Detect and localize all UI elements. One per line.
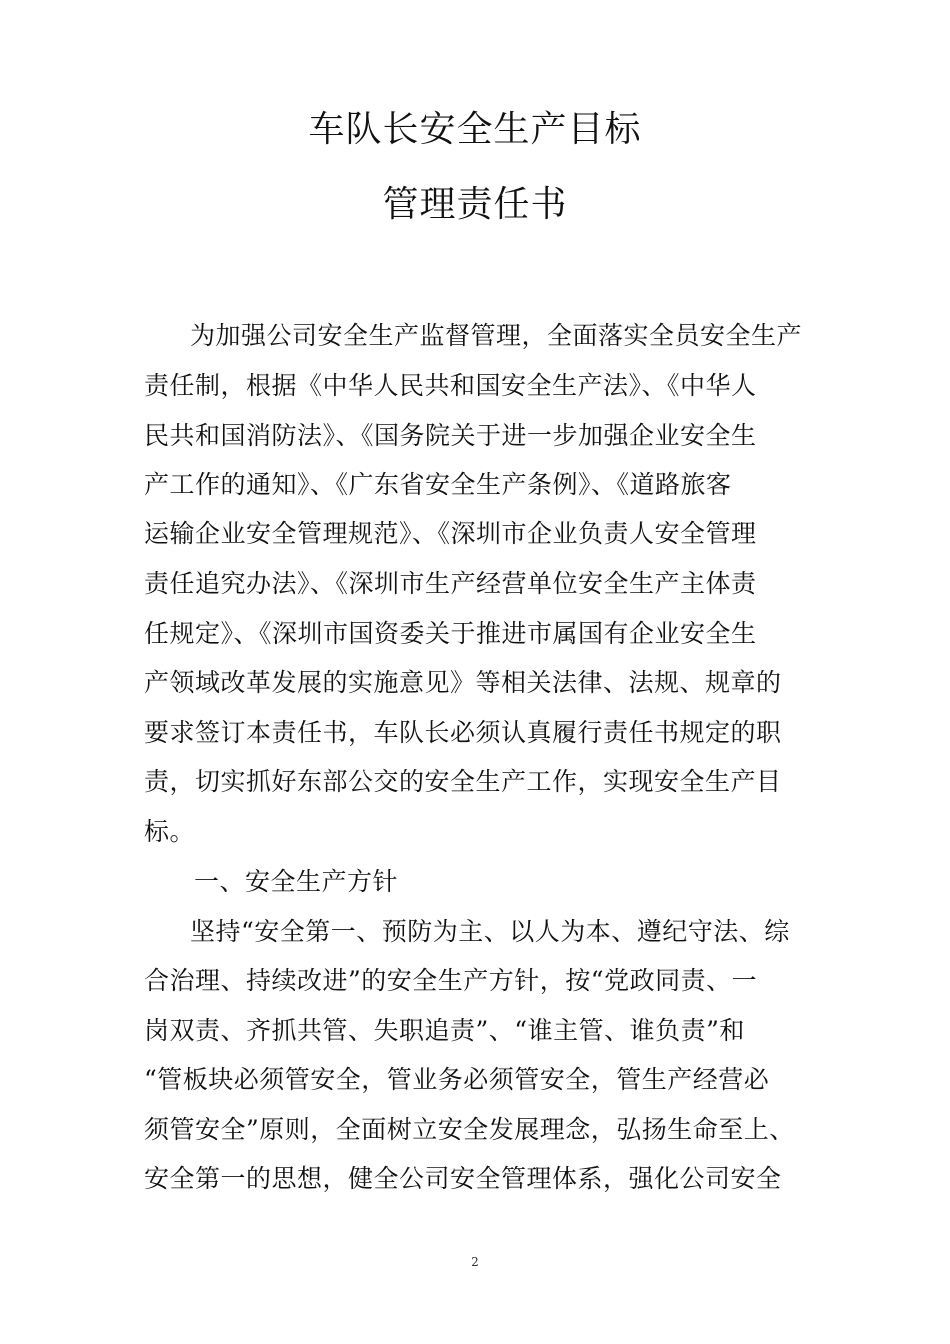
document-title-line-1: 车队长安全生产目标 (308, 109, 642, 150)
paragraph-1-line: 要求签订本责任书，车队长必须认真履行责任书规定的职 (144, 718, 782, 747)
paragraph-1-line: 责任追究办法》、《深圳市生产经营单位安全生产主体责 (144, 569, 757, 598)
paragraph-1-line: 任规定》、《深圳市国资委关于推进市属国有企业安全生 (144, 619, 757, 648)
paragraph-1-line: 民共和国消防法》、《国务院关于进一步加强企业安全生 (144, 421, 757, 450)
paragraph-1-line: 运输企业安全管理规范》、《深圳市企业负责人安全管理 (144, 519, 757, 548)
paragraph-2-line: “管板块必须管安全，管业务必须管安全，管生产经营必 (144, 1065, 770, 1094)
paragraph-1-line: 责，切实抓好东部公交的安全生产工作，实现安全生产目 (144, 767, 782, 796)
paragraph-2-line: 合治理、持续改进”的安全生产方针，按“党政同责、一 (144, 966, 758, 995)
paragraph-1-line: 标。 (144, 817, 196, 846)
paragraph-1-line: 产领域改革发展的实施意见》等相关法律、法规、规章的 (144, 668, 782, 697)
paragraph-1-line: 产工作的通知》、《广东省安全生产条例》、《道路旅客 (144, 470, 732, 499)
section-1-heading: 一、安全生产方针 (194, 867, 399, 896)
paragraph-2-line: 岗双责、齐抓共管、失职追责”、“谁主管、谁负责”和 (144, 1016, 745, 1045)
paragraph-2-line: 安全第一的思想，健全公司安全管理体系，强化公司安全 (144, 1164, 782, 1193)
document-title-line-2: 管理责任书 (382, 184, 568, 225)
paragraph-1-line: 为加强公司安全生产监督管理，全面落实全员安全生产 (190, 321, 803, 350)
page-number: 2 (471, 1255, 479, 1269)
paragraph-2-line: 坚持“安全第一、预防为主、以人为本、遵纪守法、综 (190, 917, 790, 946)
paragraph-1-line: 责任制，根据《中华人民共和国安全生产法》、《中华人 (144, 371, 757, 400)
paragraph-2-line: 须管安全”原则，全面树立安全发展理念，弘扬生命至上、 (144, 1115, 795, 1144)
